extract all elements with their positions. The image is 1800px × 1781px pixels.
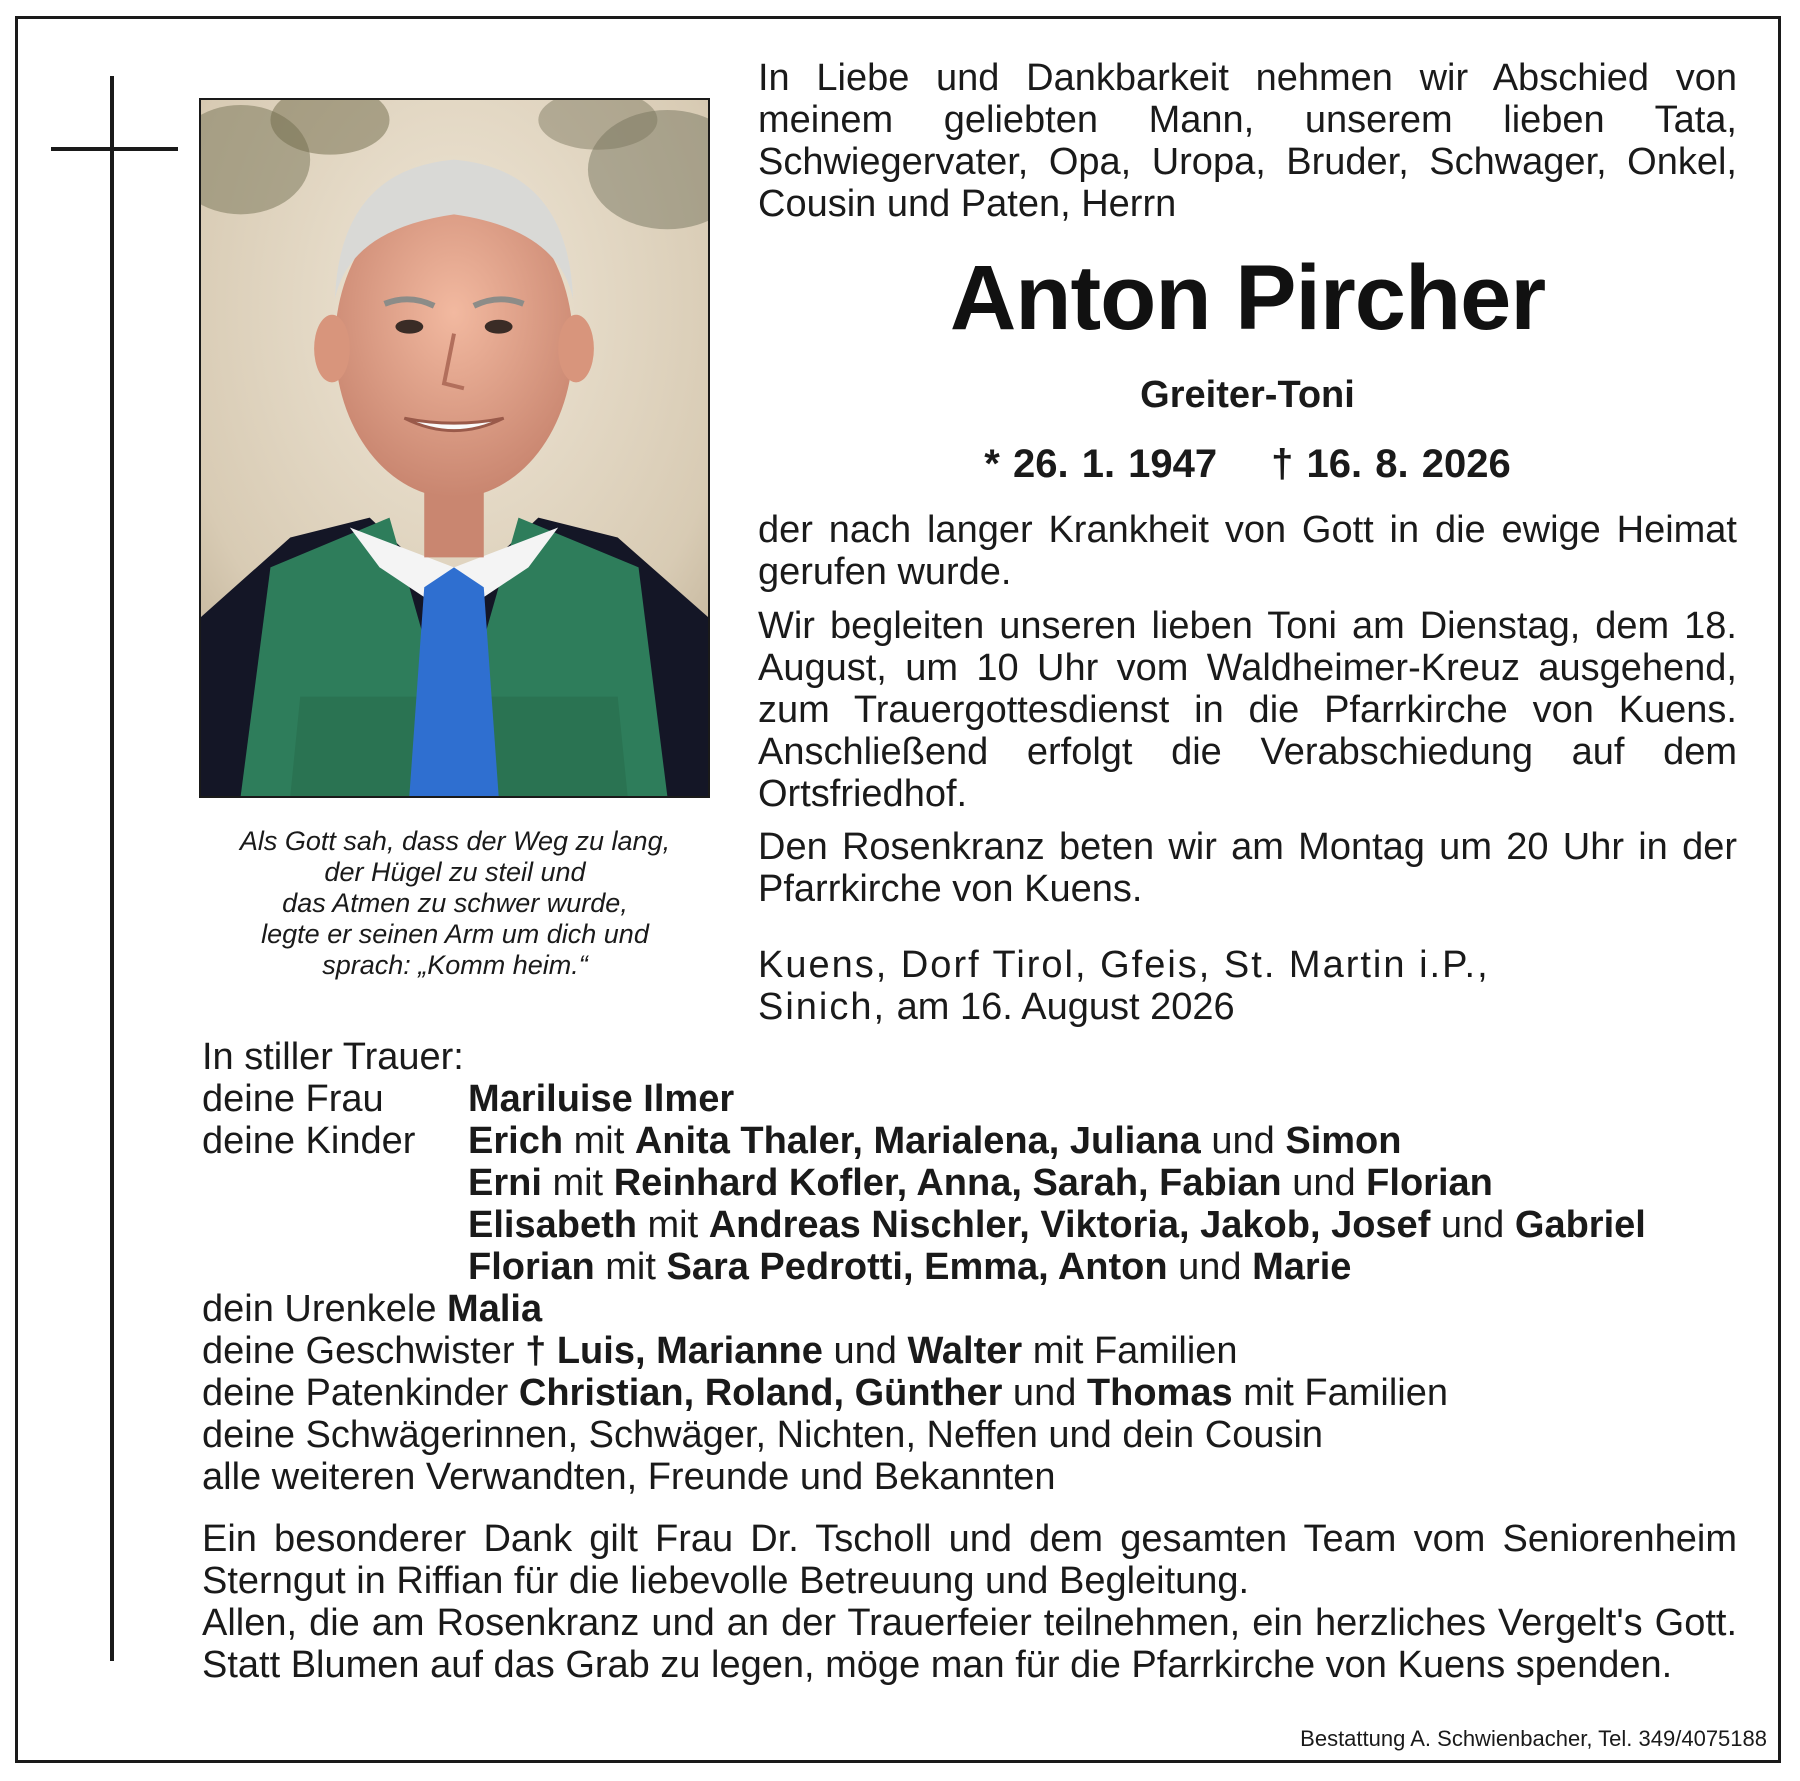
mourner-text: mit (541, 1162, 614, 1204)
mourner-name: Gabriel (1514, 1204, 1646, 1246)
funeral-home-credit: Bestattung A. Schwienbacher, Tel. 349/4075188 (1300, 1726, 1767, 1751)
mourner-line (202, 1288, 1742, 1330)
thanks-section (202, 1518, 1737, 1686)
birth-date: * 26. 1. 1947 (984, 442, 1218, 486)
deceased-nickname: Greiter-Toni (1140, 374, 1355, 416)
child-line (468, 1204, 1646, 1246)
poem-line: das Atmen zu schwer wurde, (282, 888, 628, 918)
poem (190, 826, 720, 981)
mourner-name: Erich (468, 1120, 564, 1162)
mourner-text: mit (636, 1204, 709, 1246)
mourner-text: mit (563, 1120, 635, 1162)
mourner-text: und (1281, 1162, 1367, 1204)
mourner-line (202, 1330, 1742, 1372)
deceased-name: Anton Pircher (949, 247, 1546, 349)
life-dates (758, 441, 1737, 487)
place-date (758, 944, 1737, 1028)
mourner-name: Erni (468, 1162, 542, 1204)
mourner-name: Andreas Nischler, Viktoria, Jakob, Josef (708, 1204, 1431, 1246)
poem-line: Als Gott sah, dass der Weg zu lang, (239, 826, 671, 856)
mourner-text: und (1200, 1120, 1286, 1162)
mourner-row-wife (202, 1078, 1742, 1120)
death-date: † 16. 8. 2026 (1271, 442, 1511, 486)
child-line (468, 1120, 1401, 1162)
mourner-text: mit Familien (1022, 1330, 1238, 1372)
mourner-row-children (202, 1120, 1742, 1162)
mourner-line (202, 1372, 1742, 1414)
rosary-text: Den Rosenkranz beten wir am Montag um 20 Uhr in der Pfarrkirche von Kuens. (758, 826, 1737, 910)
mourner-label: deine Kinder (202, 1120, 416, 1162)
mourner-name: Elisabeth (468, 1204, 637, 1246)
mourner-text: und (822, 1330, 908, 1372)
mourner-name: Christian, Roland, Günther (518, 1372, 1003, 1414)
mourner-name: Reinhard Kofler, Anna, Sarah, Fabian (613, 1162, 1282, 1204)
mourner-name: Thomas (1086, 1372, 1233, 1414)
mourner-name: † Luis, Marianne (525, 1330, 823, 1372)
place-line: Kuens, Dorf Tirol, Gfeis, St. Martin i.P., (758, 944, 1490, 986)
mourner-name: Florian (468, 1246, 595, 1288)
portrait-illustration (201, 100, 708, 796)
mourner-name: Malia (447, 1288, 543, 1330)
poem-line: sprach: „Komm heim.“ (322, 950, 588, 980)
poem-line: legte er seinen Arm um dich und (261, 919, 649, 949)
mourner-text: mit (594, 1246, 667, 1288)
cross-icon-horizontal (51, 147, 178, 151)
mourner-text: mit Familien (1232, 1372, 1448, 1414)
mourner-text: dein Urenkele (202, 1288, 448, 1330)
mourner-name: Anita Thaler, Marialena, Juliana (634, 1120, 1201, 1162)
child-line (468, 1246, 1351, 1288)
mourner-text: und (1167, 1246, 1253, 1288)
mourner-text: und (1002, 1372, 1087, 1414)
mourner-text: und (1430, 1204, 1515, 1246)
mourner-name: Mariluise Ilmer (468, 1078, 735, 1120)
mourners-list (202, 1036, 1742, 1498)
mourner-name: Florian (1366, 1162, 1493, 1204)
child-line (468, 1162, 1493, 1204)
intro-text: In Liebe und Dankbarkeit nehmen wir Abschied von meinem geliebten Mann, unserem lieben Tata, Schwiegervater, Opa, Uropa, Bruder, Schwager, Onkel, Cousin und Paten, Herrn (758, 57, 1737, 225)
mourner-text: alle weiteren Verwandten, Freunde und Bekannten (202, 1456, 1056, 1498)
funeral-text: Wir begleiten unseren lieben Toni am Dienstag, dem 18. August, um 10 Uhr vom Waldheimer-Kreuz ausgehend, zum Trauergottesdienst in die Pfarrkirche von Kuens. Anschließend erfolgt die Verabschiedung auf dem Ortsfriedhof. (758, 605, 1737, 815)
mourner-line (202, 1414, 1742, 1456)
mourner-name: Sara Pedrotti, Emma, Anton (666, 1246, 1168, 1288)
mourner-text: deine Schwägerinnen, Schwäger, Nichten, Neffen und dein Cousin (202, 1414, 1324, 1456)
cross-icon-vertical (110, 76, 114, 1661)
thanks-paragraph: Allen, die am Rosenkranz und an der Trauerfeier teilnehmen, ein herzliches Vergelt's Gott. Statt Blumen auf das Grab zu legen, möge man für die Pfarrkirche von Kuens spenden. (202, 1602, 1737, 1686)
mourner-line (202, 1456, 1742, 1498)
mourner-name: Walter (907, 1330, 1023, 1372)
mourner-label: deine Frau (202, 1078, 384, 1120)
mourner-name: Simon (1285, 1120, 1402, 1162)
portrait-photo (199, 98, 710, 798)
mourner-name: Marie (1252, 1246, 1352, 1288)
thanks-paragraph: Ein besonderer Dank gilt Frau Dr. Tscholl und dem gesamten Team vom Seniorenheim Sterngut in Riffian für die liebevolle Betreuung und Begleitung. (202, 1518, 1737, 1602)
mourner-text: deine Geschwister (202, 1330, 526, 1372)
place-line: Sinich, am 16. August 2026 (758, 986, 1235, 1028)
mourners-heading: In stiller Trauer: (202, 1036, 464, 1078)
poem-line: der Hügel zu steil und (324, 857, 586, 887)
passing-text: der nach langer Krankheit von Gott in die ewige Heimat gerufen wurde. (758, 509, 1737, 593)
mourner-text: deine Patenkinder (202, 1372, 519, 1414)
